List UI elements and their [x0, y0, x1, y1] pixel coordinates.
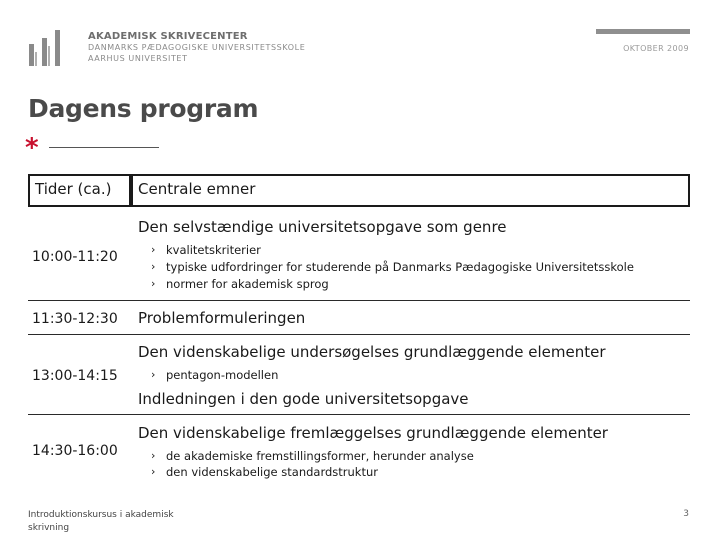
university-logo-icon	[28, 30, 68, 66]
bullet-text: normer for akademisk sprog	[166, 277, 329, 291]
row3-time: 13:00-14:15	[32, 368, 118, 384]
org-subtitle-2: AARHUS UNIVERSITET	[88, 54, 188, 63]
row-divider	[28, 334, 690, 335]
chevron-right-icon: ›	[151, 465, 156, 478]
row3-heading: Den videnskabelige undersøgelses grundlæggende elementer	[138, 343, 606, 361]
chevron-right-icon: ›	[151, 368, 156, 381]
date-label: OKTOBER 2009	[623, 44, 689, 53]
bullet-text: de akademiske fremstillingsformer, herunder analyse	[166, 449, 474, 463]
org-name: AKADEMISK SKRIVECENTER	[88, 31, 248, 42]
chevron-right-icon: ›	[151, 277, 156, 290]
org-subtitle-1: DANMARKS PÆDAGOGISKE UNIVERSITETSSKOLE	[88, 43, 306, 52]
title-rule	[49, 147, 159, 148]
col-header-time: Tider (ca.)	[28, 174, 131, 207]
bullet-text: pentagon-modellen	[166, 368, 279, 382]
row3-heading-2: Indledningen i den gode universitetsopgave	[138, 390, 469, 408]
bullet-text: typiske udfordringer for studerende på Danmarks Pædagogiske Universitetsskole	[166, 260, 634, 274]
row4-heading: Den videnskabelige fremlæggelses grundlæggende elementer	[138, 424, 608, 442]
row2-heading: Problemformuleringen	[138, 309, 306, 327]
row1-time: 10:00-11:20	[32, 249, 118, 265]
bullet-text: kvalitetskriterier	[166, 243, 261, 257]
footer-text: Introduktionskursus i akademisk skrivning	[28, 510, 174, 533]
bullet-text: den videnskabelige standardstruktur	[166, 465, 378, 479]
row4-time: 14:30-16:00	[32, 443, 118, 459]
asterisk-icon: *	[25, 133, 39, 163]
row-divider	[28, 300, 690, 301]
page-title: Dagens program	[28, 94, 259, 123]
organization-block	[88, 31, 305, 64]
chevron-right-icon: ›	[151, 243, 156, 256]
col-header-topics: Centrale emner	[131, 174, 690, 207]
chevron-right-icon: ›	[151, 260, 156, 273]
chevron-right-icon: ›	[151, 449, 156, 462]
page-number: 3	[683, 509, 689, 519]
header-bar	[596, 29, 690, 34]
row-divider	[28, 414, 690, 415]
row1-heading: Den selvstændige universitetsopgave som genre	[138, 218, 507, 236]
row2-time: 11:30-12:30	[32, 311, 118, 327]
